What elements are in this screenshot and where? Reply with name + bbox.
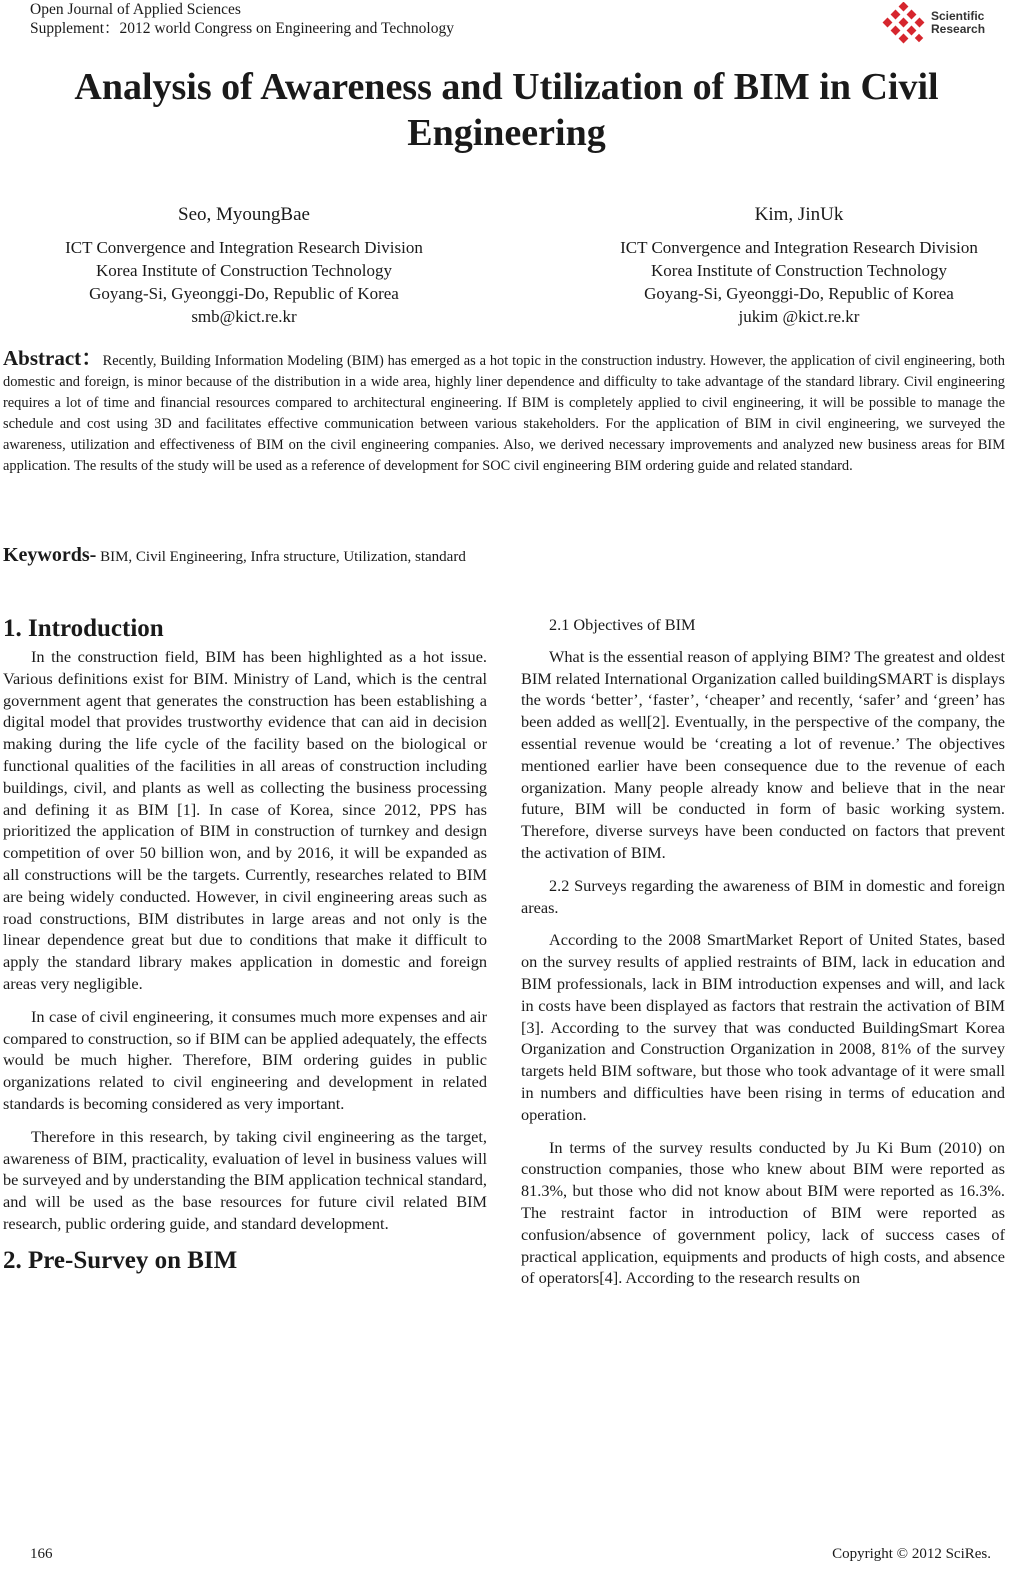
keywords: [3, 544, 1005, 568]
page-number: 166: [30, 1546, 53, 1562]
author-name: Kim, JinUk: [754, 204, 844, 225]
author-institute: Korea Institute of Construction Technology: [651, 261, 947, 280]
subsection-title-surveys: 2.2 Surveys regarding the awareness of BIM in domestic and foreign areas.: [521, 875, 1005, 917]
scientific-research-logo-icon: [878, 2, 930, 48]
author-block-2: [579, 202, 1013, 328]
left-column: [3, 614, 487, 1278]
journal-name: Open Journal of Applied Sciences: [30, 1, 241, 18]
paragraph: In case of civil engineering, it consumes much more expenses and air compared to construction, so if BIM can be applied adequately, the effects would be much higher. Therefore, BIM ordering guides in public organizations related to civil engineering and development in related standards is becoming considered as very important.: [3, 1006, 487, 1113]
author-email: jukim @kict.re.kr: [738, 307, 860, 326]
keywords-text: BIM, Civil Engineering, Infra structure, Utilization, standard: [96, 549, 466, 565]
journal-supplement: Supplement：2012 world Congress on Engineering and Technology: [30, 20, 454, 37]
section-title-pre-survey: 2. Pre-Survey on BIM: [3, 1246, 238, 1274]
paragraph: In terms of the survey results conducted by Ju Ki Bum (2010) on construction companies, those who knew about BIM were reported as 81.3%, but those who did not know about BIM were reported as 16.3%. The restraint factor in introduction of BIM were reported as confusion/absence of government policy, lack of success cases of practical application, equipments and products of high costs, and absence of operators[4]. According to the research results on: [521, 1137, 1005, 1288]
abstract-text: Recently, Building Information Modeling (BIM) has emerged as a hot topic in the construction industry. However, the application of civil engineering, both domestic and foreign, is minor because of the distribution in a wide area, highly liner dependence and difficulty to take advantage of the standard library. Civil engineering requires a lot of time and financial resources compared to architectural engineering. If BIM is completely applied to civil engineering, it will be possible to manage the schedule and cost using 3D and facilitates effective communication between various stakeholders. For the application of BIM in civil engineering, we surveyed the awareness, utilization and effectiveness of BIM on the civil engineering companies. Also, we derived necessary improvements and analyzed new business areas for BIM application. The results of the study will be used as a reference of development for SOC civil engineering BIM ordering guide and related standard.: [3, 353, 1005, 474]
paragraph: According to the 2008 SmartMarket Report of United States, based on the survey results of applied restraints of BIM, lack in education and BIM professionals, lack in BIM introduction expenses and will, and lack in costs have been displayed as factors that restrain the activation of BIM [3]. According to the survey that was conducted BuildingSmart Korea Organization and Construction Organization in 2008, 81% of the survey targets held BIM software, but those who took advantage of it were small in numbers and difficulties have been rising in terms of education and operation.: [521, 930, 1005, 1124]
abstract-label: Abstract：: [3, 346, 103, 370]
author-division: ICT Convergence and Integration Research Division: [620, 238, 978, 257]
author-name: Seo, MyoungBae: [178, 204, 310, 225]
paragraph: Therefore in this research, by taking civil engineering as the target, awareness of BIM, practicality, evaluation of level in business values will be surveyed and by understanding the BIM application technical standard, and will be used as the base resources for future civil related BIM research, public ordering guide, and standard development.: [3, 1126, 487, 1233]
paper-title: Analysis of Awareness and Utilization of BIM in Civil Engineering: [74, 66, 939, 154]
author-location: Goyang-Si, Gyeonggi-Do, Republic of Korea: [89, 284, 399, 303]
right-column: [521, 614, 1005, 1300]
author-division: ICT Convergence and Integration Research Division: [65, 238, 423, 257]
paragraph: What is the essential reason of applying BIM? The greatest and oldest BIM related International Organization called buildingSMART is displays the words ‘better’, ‘faster’, ‘cheaper’ and recently, ‘safer’ and ‘green’ has been added as well[2]. Eventually, in the perspective of the company, the essential revenue would be ‘creating a lot of revenue.’ The objectives mentioned earlier have been consequence due to the revenue of each organization. Many people already know and believe that in the near future, BIM will be conducted in form of basic working system. Therefore, diverse surveys have been conducted on factors that prevent the activation of BIM.: [521, 646, 1005, 862]
abstract: [3, 348, 1005, 477]
author-email: smb@kict.re.kr: [191, 307, 297, 326]
keywords-label: Keywords-: [3, 544, 97, 566]
paragraph: In the construction field, BIM has been highlighted as a hot issue. Various definitions exist for BIM. Ministry of Land, which is the central government agent that generates the construction has been establishing a digital model that provides trustworthy evidence that can aid in decision making during the life cycle of the facility based on the biological or functional qualities of the facilities in all areas of construction including buildings, civil, and plants as well as collecting the business processing and defining it as BIM [1]. In case of Korea, since 2012, PPS has prioritized the application of BIM in construction of turnkey and design competition of over 50 billion won, and by 2016, it will be expanded as all constructions will be the targets. Currently, researches related to BIM are being widely conducted. However, in civil engineering areas such as road constructions, BIM distributes in large areas and not only is the linear dependence great but due to conditions that make it difficult to apply the standard library makes application in domestic and foreign areas very negligible.: [3, 647, 487, 993]
author-location: Goyang-Si, Gyeonggi-Do, Republic of Korea: [644, 284, 954, 303]
logo-text-line2: Research: [931, 22, 986, 36]
author-block-1: [24, 202, 464, 328]
author-institute: Korea Institute of Construction Technology: [96, 261, 392, 280]
copyright: Copyright © 2012 SciRes.: [832, 1546, 991, 1562]
publisher-logo: [878, 2, 1003, 48]
subsection-title-objectives: 2.1 Objectives of BIM: [549, 615, 696, 634]
logo-text-line1: Scientific: [931, 9, 985, 23]
section-title-introduction: 1. Introduction: [3, 615, 164, 642]
